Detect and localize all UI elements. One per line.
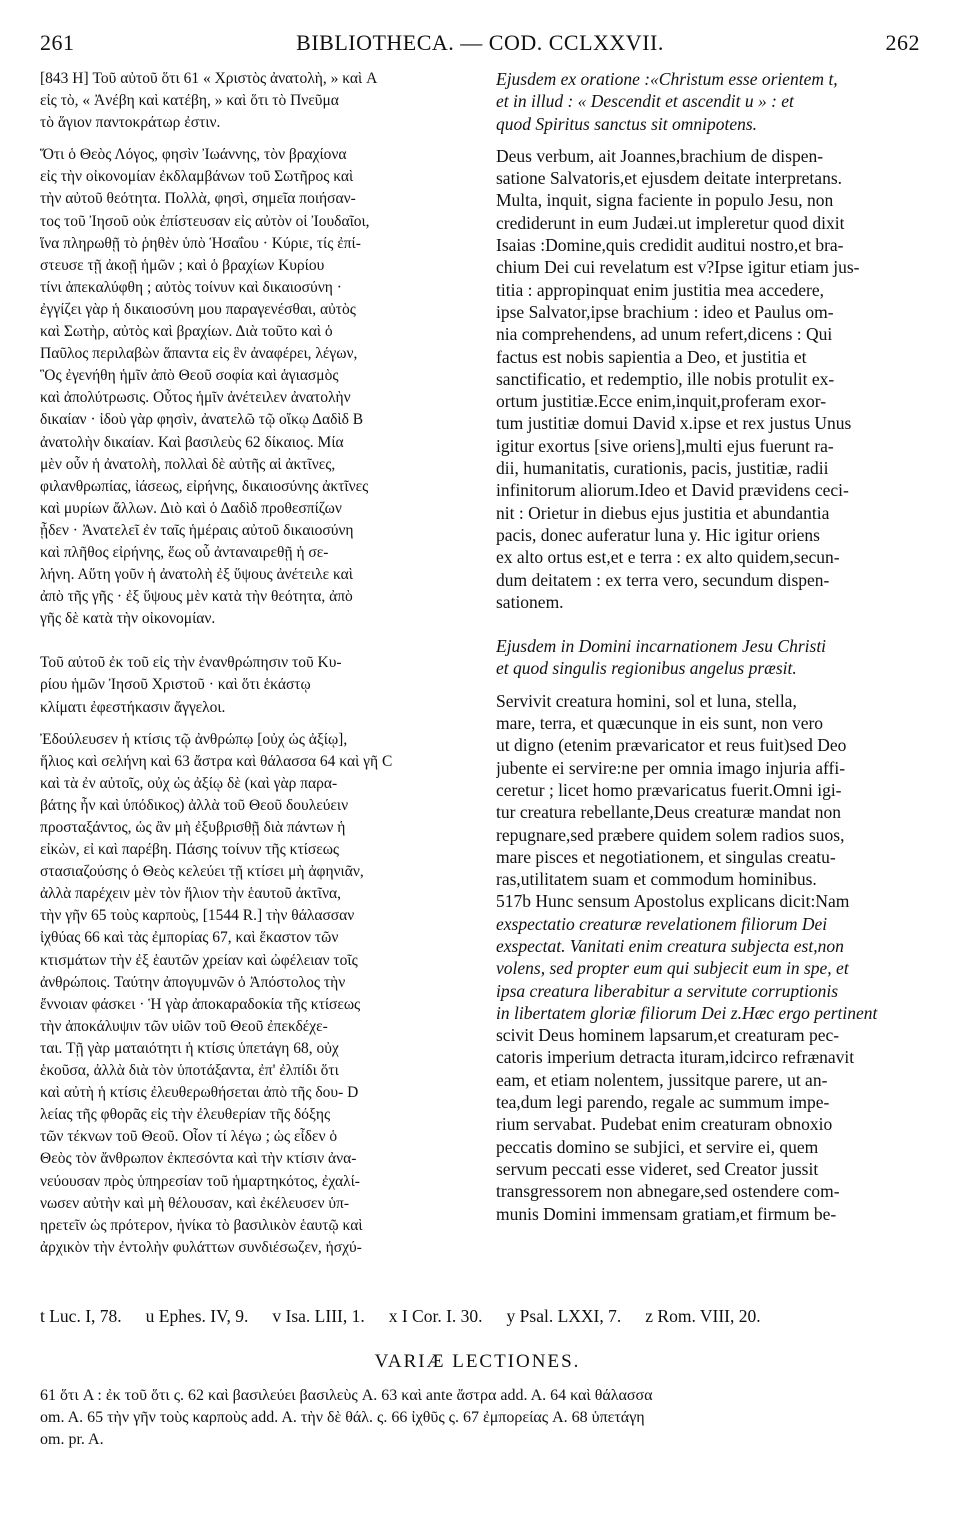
latin-text-line: et in illud : « Descendit et ascendit u » : et [496, 91, 794, 112]
latin-text-line: satione Salvatoris,et ejusdem deitate interpretans. [496, 168, 843, 189]
variant-reading-line: om. pr. A. [40, 1431, 104, 1448]
latin-text-line: ras,utilitatem suam et commodum hominibus. [496, 869, 817, 890]
greek-text-line: προσταξάντος, ὡς ἂν μὴ ἐξυβρισθῇ διὰ πάντων ἡ [40, 819, 346, 836]
greek-text-line: εἰς τὴν οἰκονομίαν ἐκδλαμβάνων τοῦ Σωτῆρος καὶ [40, 168, 354, 186]
running-title: BIBLIOTHECA. — COD. CCLXXVII. [296, 30, 664, 55]
greek-text-line: ἐγγίζει γὰρ ἡ δικαιοσύνη μου παραγενέσθαι, αὐτὸς [40, 300, 356, 318]
greek-text-line: τὸ ἅγιον παντοκράτωρ ἐστιν. [40, 114, 221, 132]
greek-text-line: τῶν τέκνων τοῦ Θεοῦ. Οἷον τί λέγω ; ὡς εἶδεν ὁ [40, 1128, 338, 1146]
latin-text-line: sanctificatio, et redemptio, ille nobis protulit ex- [496, 368, 835, 389]
greek-text-line: λείας τῆς φθορᾶς εἰς τὴν ἐλευθερίαν τῆς δόξης [40, 1106, 331, 1124]
greek-text-line: λήνη. Αὕτη γοῦν ἡ ἀνατολὴ ἐξ ὕψους ἀνέτειλε καὶ [40, 566, 353, 584]
greek-text-line: βάτης ἦν καὶ ὑπόδικος) ἀλλὰ τοῦ Θεοῦ δουλεύειν [40, 796, 349, 814]
footnote: t Luc. I, 78. [40, 1306, 122, 1326]
section-gap [40, 630, 480, 652]
latin-text-line: Ejusdem ex oratione :«Christum esse orientem t, [496, 69, 838, 89]
variae-lectiones-heading: VARIÆ LECTIONES. [374, 1351, 581, 1372]
greek-text-line: Ὃς ἐγενήθη ἡμῖν ἀπὸ Θεοῦ σοφία καὶ ἁγιασμὸς [40, 367, 339, 385]
greek-text-line: καὶ αὐτὴ ἡ κτίσις ἐλευθερωθήσεται ἀπὸ τῆς δου- D [40, 1084, 359, 1102]
footnotes [40, 1306, 920, 1327]
paragraph-gap [40, 719, 480, 729]
greek-text-line: ἀνθρώποις. Ταύτην ἀπογυμνῶν ὁ Ἀπόστολος τὴν [40, 973, 346, 991]
latin-text-line: tur creatura rebellante,Deus creaturæ mandat non [496, 802, 841, 823]
latin-text-line: chium Dei cui revelatum est v?Ipse igitur etiam jus- [496, 257, 860, 278]
latin-text-line: scivit Deus hominem lapsarum,et creaturam pec- [496, 1025, 840, 1046]
greek-text-line: ᾖδεν · Ἀνατελεῖ ἐν ταῖς ἡμέραις αὐτοῦ δικαιοσύνη [40, 521, 354, 539]
footnote: u Ephes. IV, 9. [145, 1306, 249, 1326]
greek-text-line: νεύουσαν πρὸς ὑπηρεσίαν τοῦ ἡμαρτηκότος, ἐχαλί- [40, 1172, 360, 1190]
greek-text-line: κτισμάτων τὴν ἐξ ἑαυτῶν χρείαν καὶ ὠφέλειαν τοῖς [40, 951, 358, 969]
greek-text-line: δικαίαν · ἰδοὺ γὰρ φησὶν, ἀνατελῶ τῷ οἴκῳ Δαδὶδ B [40, 411, 364, 429]
latin-text-line: sationem. [496, 591, 564, 612]
latin-text-line: Deus verbum, ait Joannes,brachium de dispen- [496, 145, 824, 166]
latin-text-line: nia comprehendens, ad unum refert,dicens : Qui [496, 324, 833, 345]
latin-text-column [496, 68, 916, 1225]
latin-text-line: Servivit creatura homini, sol et luna, stella, [496, 690, 797, 711]
latin-text-line: ipse Salvator,ipse brachium : ideo et Paulus om- [496, 301, 834, 322]
latin-text-line: quod Spiritus sanctus sit omnipotens. [496, 113, 758, 134]
greek-text-line: καὶ τὰ ἐν αὐτοῖς, οὐχ ὡς ἀξίῳ δὲ (καὶ γὰρ παρα- [40, 774, 338, 792]
latin-text-line: exspectatio creaturæ revelationem filiorum Dei [496, 913, 828, 934]
greek-text-line: ἑκοῦσα, ἀλλὰ διὰ τὸν ὑποτάξαντα, ἐπ' ἐλπίδι ὅτι [40, 1062, 339, 1080]
running-head [40, 30, 920, 64]
latin-text-line: igitur exortus [sive oriens],multi ejus fuerunt ra- [496, 435, 834, 456]
latin-text-line: Ejusdem in Domini incarnationem Jesu Christi [496, 636, 827, 657]
greek-text-line: καὶ μυρίων ἄλλων. Διὸ καὶ ὁ Δαδὶδ προθεσπίζων [40, 499, 342, 517]
latin-text-line: servum peccati esse videret, sed Creator jussit [496, 1158, 819, 1179]
greek-text-line: ἔννοιαν φάσκει · Ἡ γὰρ ἀποκαραδοκία τῆς κτίσεως [40, 995, 361, 1013]
footnote: z Rom. VIII, 20. [645, 1306, 761, 1326]
greek-text-line: Παῦλος περιλαβὼν ἅπαντα εἰς ἓν ἀναφέρει, λέγων, [40, 345, 358, 363]
greek-text-line: ται. Τῇ γὰρ ματαιότητι ἡ κτίσις ὑπετάγη 68, οὐχ [40, 1039, 339, 1057]
latin-text-line: infinitorum aliorum.Ideo et David prævidens ceci- [496, 480, 849, 501]
latin-text-line: pacis, donec auferatur luna y. Hic igitur oriens [496, 524, 820, 545]
section-gap [496, 613, 916, 635]
latin-text-line: jubente ei servire:ne per omnia imago injuria affi- [496, 757, 846, 778]
greek-text-line: καὶ πλῆθος εἰρήνης, ἕως οὗ ἀνταναιρεθῇ ἡ σε- [40, 543, 329, 561]
paragraph-gap [496, 680, 916, 690]
greek-text-line: Θεὸς τὸν ἄνθρωπον ἐκπεσόντα καὶ τὴν κτίσιν ἀνα- [40, 1150, 357, 1168]
variae-lectiones [40, 1385, 920, 1451]
greek-text-line: καὶ Σωτὴρ, αὐτὸς καὶ βραχίων. Διὰ τοῦτο καὶ ὁ [40, 323, 333, 341]
greek-text-line: εἰς τὸ, « Ἀνέβη καὶ κατέβη, » καὶ ὅτι τὸ Πνεῦμα [40, 92, 339, 110]
greek-text-line: ἰχθύας 66 καὶ τὰς ἐμπορίας 67, καὶ ἕκαστον τῶν [40, 929, 339, 947]
footnote: v Isa. LIII, 1. [272, 1306, 365, 1326]
latin-text-line: volens, sed propter eum qui subjecit eum in spe, et [496, 958, 849, 979]
greek-text-line: τὴν αὐτοῦ θεότητα. Πολλὰ, φησὶ, σημεῖα ποιήσαν- [40, 190, 356, 208]
latin-text-line: ceretur ; licet homo prævaricatus fuerit.Omni igi- [496, 779, 842, 800]
greek-text-line: Ὅτι ὁ Θεὸς Λόγος, φησὶν Ἰωάννης, τὸν βραχίονα [40, 146, 347, 164]
greek-text-line: εἰκὼν, εἰ καὶ παρέβη. Πάσης τοίνυν τῆς κτίσεως [40, 841, 340, 859]
latin-text-line: ortum justitiæ.Ecce enim,inquit,proferam exor- [496, 391, 827, 412]
greek-text-line: ἵνα πληρωθῇ τὸ ῥηθὲν ὑπὸ Ἡσαΐου · Κύριε, τίς ἐπί- [40, 234, 361, 252]
greek-text-line: ρίου ἡμῶν Ἰησοῦ Χριστοῦ · καὶ ὅτι ἑκάστῳ [40, 676, 311, 694]
greek-text-line: μὲν οὖν ἡ ἀνατολὴ, πολλαὶ δὲ αὐτῆς αἱ ἀκτῖνες, [40, 455, 336, 473]
latin-text-line: Isaias :Domine,quis credidit auditui nostro,et bra- [496, 235, 844, 256]
latin-text-line: munis Domini immensam gratiam,et firmum be- [496, 1203, 837, 1224]
latin-text-line: ut digno (etenim prævaricator et reus fuit)sed Deo [496, 735, 847, 756]
latin-text-line: et quod singulis regionibus angelus præsit. [496, 658, 797, 679]
page-number-right: 262 [885, 30, 920, 55]
latin-text-line: in libertatem gloriæ filiorum Dei z.Hæc ergo pertinent [496, 1002, 878, 1023]
latin-text-line: exspectat. Vanitati enim creatura subjecta est,non [496, 935, 844, 956]
latin-text-line: titia : appropinquat enim justitia mea accedere, [496, 279, 824, 300]
latin-text-line: mare pisces et negotiationem, et singulas creatu- [496, 846, 836, 867]
greek-text-line: τος τοῦ Ἰησοῦ οὐκ ἐπίστευσαν εἰς αὐτὸν οἱ Ἰουδαῖοι, [40, 212, 370, 230]
greek-text-line: ηρετεῖν ὡς πρότερον, ἠνίκα τὸ βασιλικὸν ἑαυτῷ καὶ [40, 1216, 363, 1234]
variant-reading-line: 61 ὅτι A : ἐκ τοῦ ὅτι ς. 62 καὶ βασιλεύει βασιλεὺς A. 63 καὶ ante ἄστρα add. A. 64 καὶ θάλασσα [40, 1387, 653, 1404]
greek-text-line: φιλανθρωπίας, ἰάσεως, εἰρήνης, δικαιοσύνης ἀκτῖνες [40, 477, 369, 495]
latin-text-line: eam, et etiam nolentem, jussitque parere, ut an- [496, 1069, 828, 1090]
paragraph-gap [496, 135, 916, 145]
latin-text-line: dii, humanitatis, curationis, pacis, justitiæ, radii [496, 458, 829, 479]
greek-text-line: ἀρχικὸν τὴν ἐντολὴν φυλάττων συνδιέσωζεν, ἡσχύ- [40, 1238, 362, 1256]
greek-text-line: τὴν ἀποκάλυψιν τῶν υἱῶν τοῦ Θεοῦ ἐπεκδέχε- [40, 1017, 328, 1035]
footnote: y Psal. LXXI, 7. [506, 1306, 622, 1326]
greek-text-line: τὴν γῆν 65 τοὺς καρποὺς, [1544 R.] τὴν θάλασσαν [40, 907, 355, 925]
greek-text-line: νωσεν αὐτὴν καὶ μὴ θέλουσαν, καὶ ἐκέλευσεν ὑπ- [40, 1194, 349, 1212]
latin-text-line: 517b Hunc sensum Apostolus explicans dicit:Nam [496, 891, 850, 912]
latin-text-line: crediderunt in eum Judæi.ut impleretur quod dixit [496, 212, 845, 233]
latin-text-line: repugnare,sed præbere quidem solem radios suos, [496, 824, 845, 845]
latin-text-line: tum justitiæ domui David x.ipse et rex justus Unus [496, 413, 852, 434]
latin-text-line: tea,dum legi parendo, regale ac summum impe- [496, 1092, 830, 1113]
greek-text-line: ἀπὸ τῆς γῆς · ἐξ ὕψους μὲν κατὰ τὴν θεότητα, ἀπὸ [40, 588, 353, 606]
greek-text-line: στασιαζούσης ὁ Θεὸς κελεύει τῇ κτίσει μὴ ἀφηνιᾶν, [40, 863, 364, 881]
latin-text-line: transgressorem non abnegare,sed ostendere com- [496, 1181, 840, 1202]
greek-text-line: ἥλιος καὶ σελήνη καὶ 63 ἄστρα καὶ θάλασσα 64 καὶ γῆ C [40, 752, 393, 770]
greek-text-line: [843 H] Τοῦ αὐτοῦ ὅτι 61 « Χριστὸς ἀνατολὴ, » καὶ A [40, 70, 378, 87]
greek-text-line: καὶ ἀπολύτρωσις. Οὗτος ἡμῖν ἀνέτειλεν ἀνατολὴν [40, 389, 351, 407]
greek-text-line: κλίματι ἐφεστήκασιν ἄγγελοι. [40, 698, 226, 716]
page-number-left: 261 [40, 30, 75, 55]
latin-text-line: mare, terra, et quæcunque in eis sunt, non vero [496, 713, 824, 734]
footnote: x I Cor. I. 30. [388, 1306, 483, 1326]
greek-text-line: Ἐδούλευσεν ἡ κτίσις τῷ ἀνθρώπῳ [οὐχ ὡς ἀξίῳ], [40, 730, 348, 748]
latin-text-line: peccatis domino se subjici, et servire ei, quem [496, 1136, 819, 1157]
greek-text-line: στευσε τῇ ἀκοῇ ἡμῶν ; καὶ ὁ βραχίων Κυρίου [40, 256, 325, 274]
latin-text-line: rium servabat. Pudebat enim creaturam obnoxio [496, 1114, 833, 1135]
greek-text-line: ἀνατολὴν δικαίαν. Καὶ βασιλεὺς 62 δίκαιος. Μία [40, 433, 344, 451]
greek-text-line: Τοῦ αὐτοῦ ἐκ τοῦ εἰς τὴν ἐνανθρώπησιν τοῦ Κυ- [40, 654, 342, 672]
greek-text-line: γῆς δὲ κατὰ τὴν οἰκονομίαν. [40, 610, 216, 628]
greek-text-line: τίνι ἀπεκαλύφθη ; αὐτὸς τοίνυν καὶ δικαιοσύνη · [40, 278, 342, 296]
variant-reading-line: om. A. 65 τὴν γῆν τοὺς καρποὺς add. A. τὴν δὲ θάλ. ς. 66 ἰχθῦς ς. 67 ἐμπορείας A. 68 ὑπετάγη [40, 1409, 645, 1426]
greek-text-column [40, 68, 480, 1259]
latin-text-line: Multa, inquit, signa faciente in populo Jesu, non [496, 190, 834, 211]
latin-text-line: nit : Orietur in diebus ejus justitia et abundantia [496, 502, 830, 523]
latin-text-line: ex alto ortus est,et e terra : ex alto quidem,secun- [496, 547, 840, 568]
latin-text-line: ipsa creatura liberabitur a servitute corruptionis [496, 980, 839, 1001]
latin-text-line: factus est nobis sapientia a Deo, et justitia et [496, 346, 807, 367]
latin-text-line: catoris imperium detracta ituram,idcirco refrænavit [496, 1047, 855, 1068]
latin-text-line: dum deitatem : ex terra vero, secundum dispen- [496, 569, 830, 590]
greek-text-line: ἀλλὰ παρέχειν μὲν τὸν ἥλιον τὴν ἑαυτοῦ ἀκτῖνα, [40, 885, 341, 903]
paragraph-gap [40, 134, 480, 144]
